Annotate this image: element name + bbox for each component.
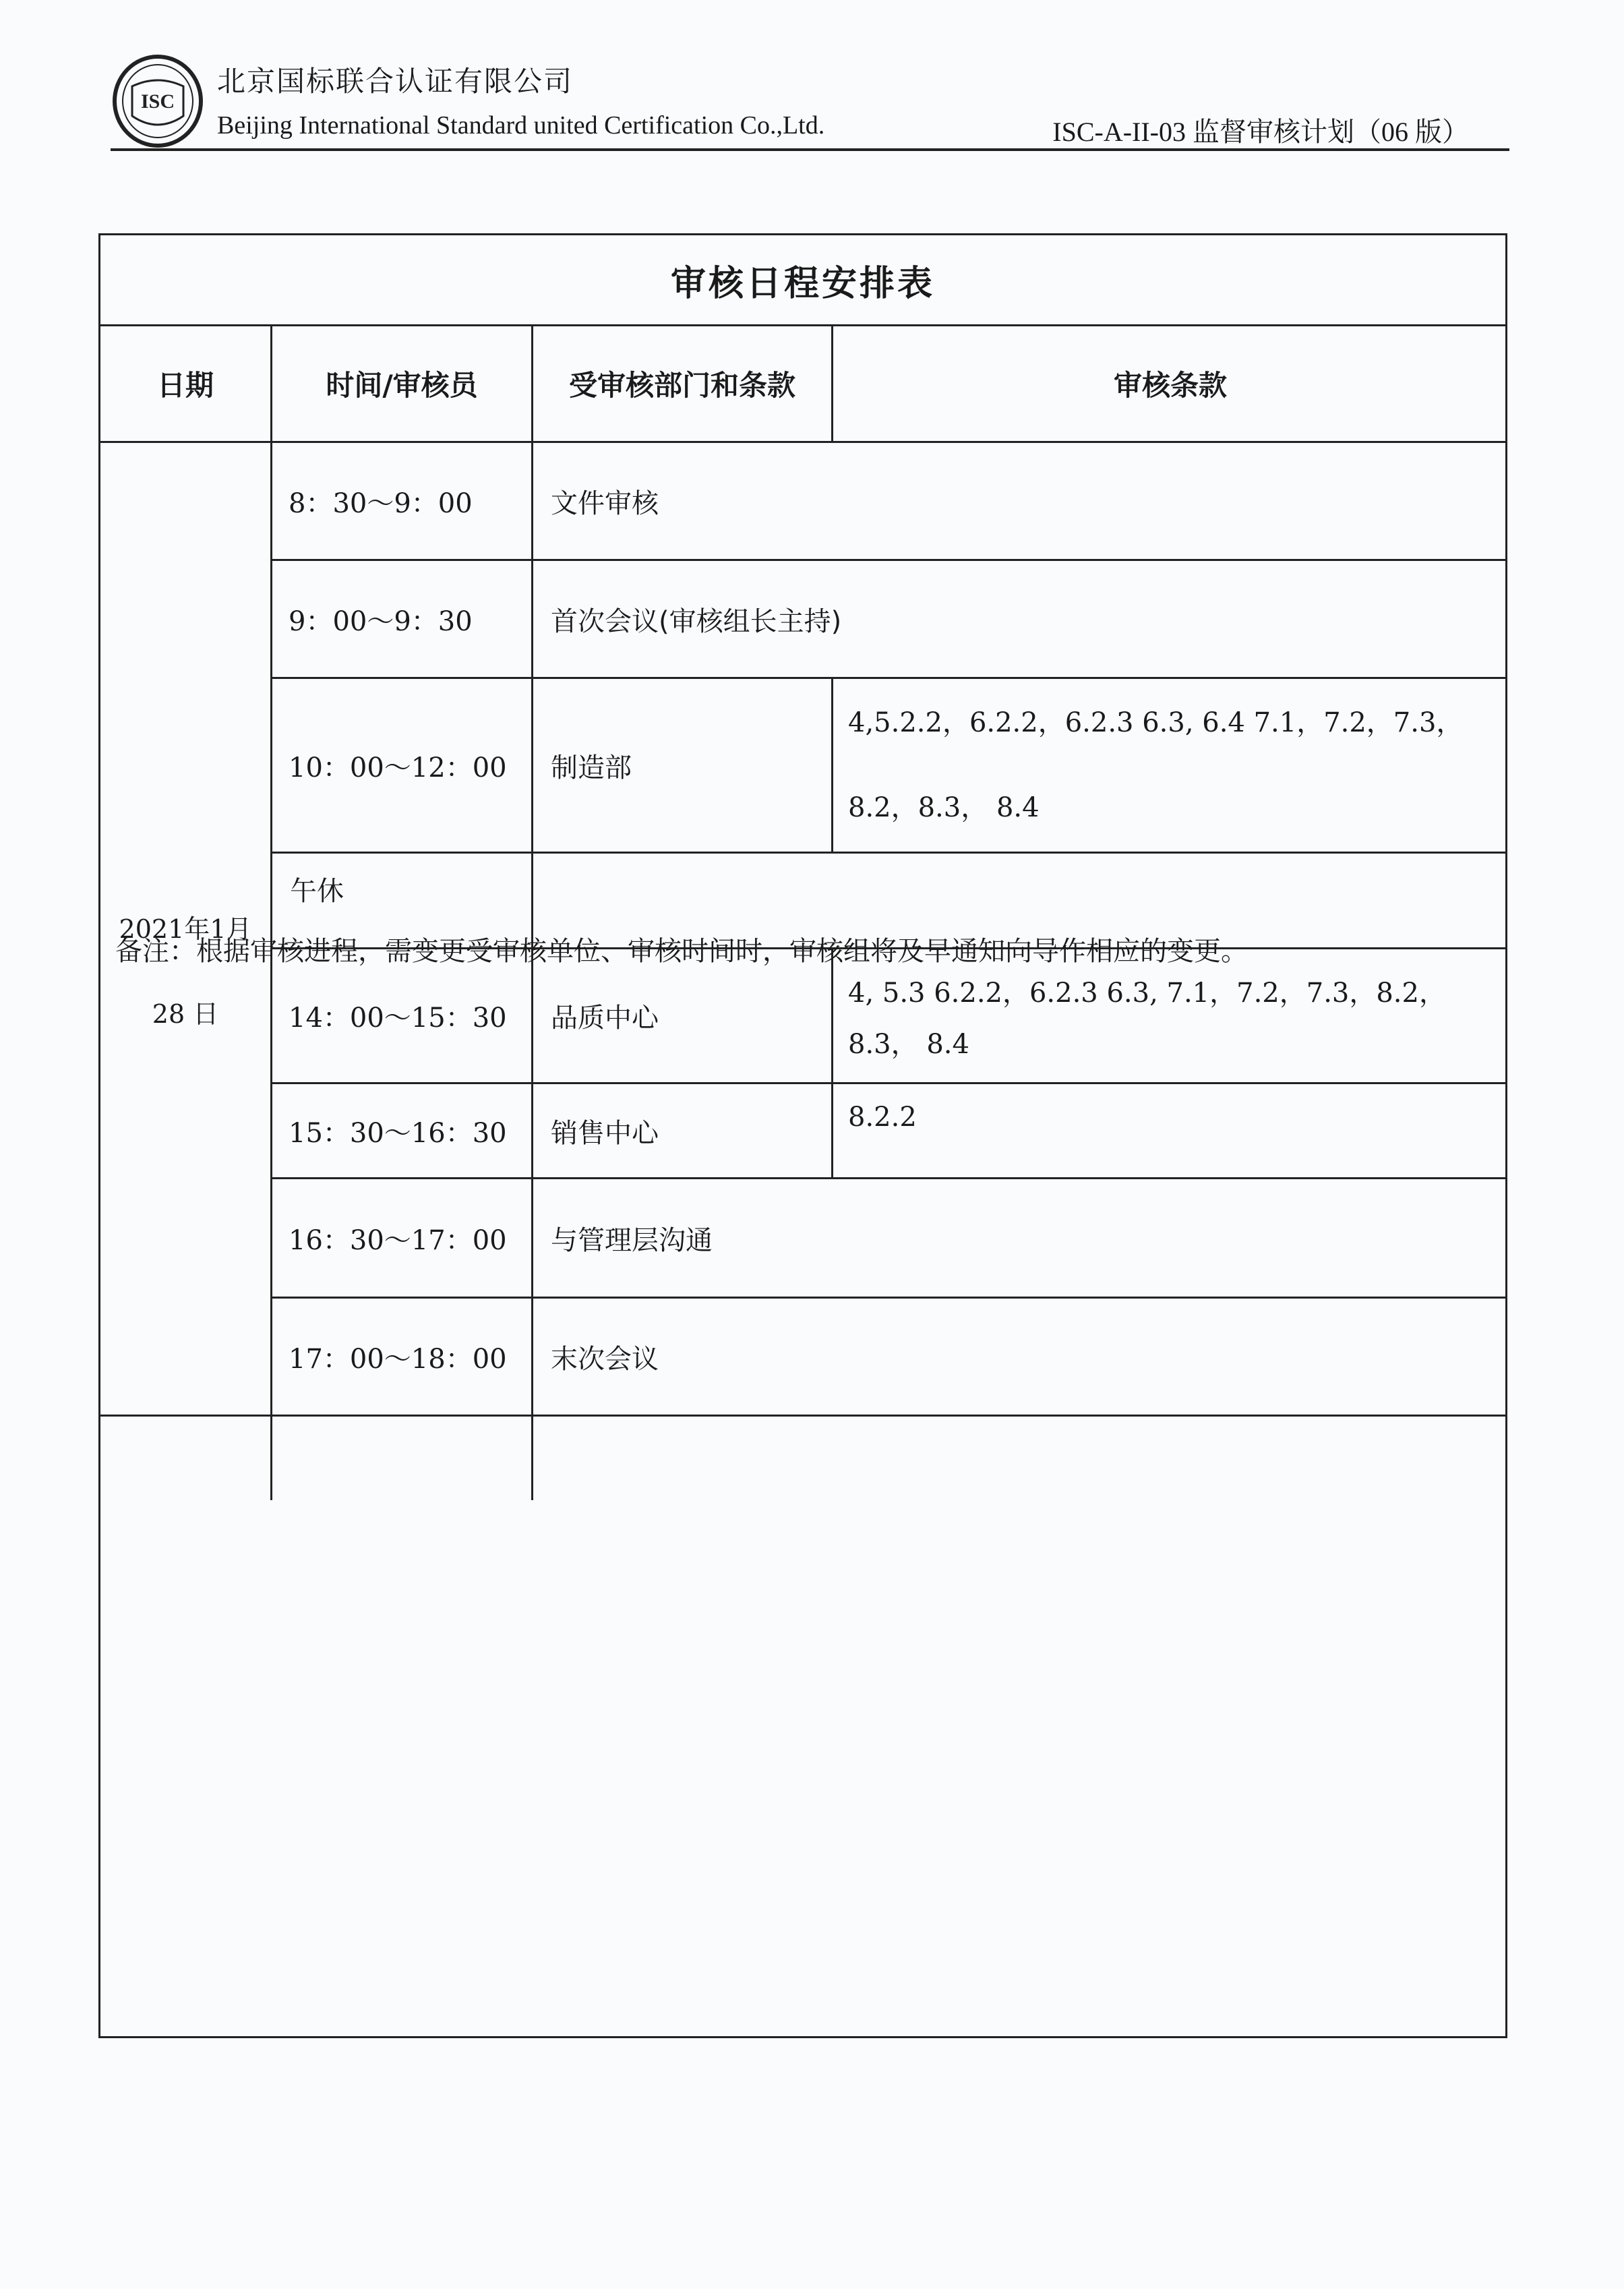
row-time: 17：00～18：00: [289, 1343, 507, 1375]
row-time: 16：30～17：00: [289, 1224, 507, 1256]
schedule-table: [98, 233, 1507, 2038]
logo-text: ISC: [140, 90, 175, 113]
row-dept: 销售中心: [551, 1117, 659, 1149]
row-dept: 制造部: [551, 752, 632, 783]
audit-date-line2: 28 日: [152, 999, 219, 1029]
row-dept: 文件审核: [551, 487, 659, 519]
document-code: ISC-A-II-03 监督审核计划（06 版）: [1052, 117, 1469, 147]
row-time: 8：30～9：00: [289, 487, 473, 519]
lunch-break: 午休: [290, 876, 344, 907]
clause-line: 8.2，8.3， 8.4: [848, 792, 1040, 823]
table-title: 审核日程安排表: [670, 263, 935, 304]
column-header-date: 日期: [156, 369, 214, 402]
row-dept: 末次会议: [551, 1343, 659, 1375]
clause-line: 8.3， 8.4: [848, 1028, 969, 1060]
clause-line: 4, 5.3 6.2.2，6.2.3 6.3, 7.1，7.2，7.3，8.2，: [848, 977, 1446, 1009]
remarks-note: 备注：根据审核进程，需变更受审核单位、审核时间时，审核组将及早通知向导作相应的变更。: [115, 936, 1248, 967]
audit-date-line1: 2021年1月: [119, 914, 252, 944]
row-time: 9：00～9：30: [289, 605, 473, 637]
row-time: 15：30～16：30: [289, 1117, 507, 1149]
column-header-time: 时间/审核员: [326, 369, 478, 402]
divider: [531, 324, 533, 441]
row-clauses: [833, 679, 1507, 852]
clause-line: 8.2.2: [848, 1102, 917, 1133]
row-clauses: [833, 1084, 1507, 1177]
row-dept: 与管理层沟通: [551, 1224, 713, 1256]
divider: [831, 324, 833, 441]
column-header-dept: 受审核部门和条款: [568, 369, 795, 402]
audit-date: [100, 443, 270, 1500]
row-dept: 品质中心: [551, 1003, 659, 1034]
header-divider: [111, 148, 1509, 151]
company-logo: [112, 54, 204, 148]
row-time: 14：00～15：30: [289, 1003, 507, 1034]
row-dept: 首次会议(审核组长主持): [551, 605, 842, 637]
company-name-cn: 北京国标联合认证有限公司: [217, 65, 574, 98]
divider: [100, 1415, 1505, 1417]
row-time: 10：00～12：00: [289, 752, 507, 783]
column-header-clauses: 审核条款: [1113, 369, 1227, 402]
company-name-en: Beijing International Standard united Certification Co.,Ltd.: [217, 111, 825, 140]
clause-line: 4,5.2.2，6.2.2，6.2.3 6.3, 6.4 7.1，7.2，7.3，: [848, 707, 1464, 738]
row-clauses: [833, 949, 1507, 1082]
